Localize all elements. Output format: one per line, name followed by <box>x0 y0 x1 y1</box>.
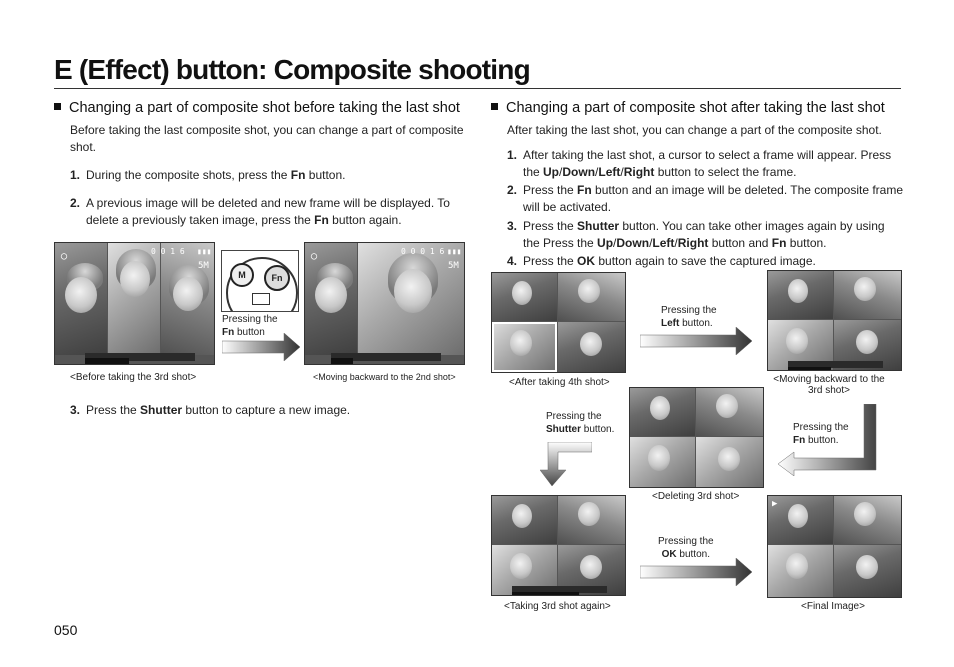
step-text: button and an image will be deleted. The composite frame <box>591 183 903 197</box>
step-number: 2. <box>507 183 518 197</box>
left-key-label: Left <box>598 165 621 179</box>
fn-button-icon: Fn <box>264 265 290 291</box>
camera-buttons-graphic <box>221 250 299 312</box>
screen-moving-back-3rd-shot <box>767 270 902 371</box>
caption-moving-2nd-shot: <Moving backward to the 2nd shot> <box>313 372 456 382</box>
label-text: button. <box>581 424 615 435</box>
ok-key-label: OK <box>577 254 596 268</box>
frame-progress-bar <box>512 586 607 593</box>
step-text: button to capture a new image. <box>182 403 351 417</box>
separator: / <box>620 165 624 179</box>
right-key-label: Right <box>677 236 709 250</box>
frame-progress-bar <box>331 353 441 361</box>
left-step-3 <box>70 402 350 419</box>
live-view-photo <box>358 243 464 355</box>
ok-key-label: OK <box>661 549 677 560</box>
step-text: the Press the <box>523 236 598 250</box>
left-section-heading <box>54 100 460 116</box>
step-text: button to select the frame. <box>654 165 797 179</box>
frame-photo-2 <box>108 243 160 355</box>
caption-line: 3rd shot> <box>808 385 850 396</box>
left-step-1 <box>70 167 345 184</box>
caption-deleting-3rd-shot: <Deleting 3rd shot> <box>652 491 740 502</box>
battery-icon: ▮▮▮ <box>197 247 212 256</box>
playback-icon: ▶ <box>772 499 778 509</box>
frame-cursor <box>492 322 557 372</box>
step-text: button again to save the captured image. <box>595 254 816 268</box>
image-size-badge: 5M <box>448 261 459 271</box>
label-text: Pressing the <box>661 305 717 316</box>
step-text: button. <box>786 236 827 250</box>
left-key-label: Left <box>652 236 675 250</box>
label-text: Pressing the <box>546 411 602 422</box>
step-text: will be activated. <box>523 200 612 214</box>
up-key-label: Up <box>597 236 614 250</box>
left-intro <box>70 122 470 156</box>
step-text: button again. <box>328 213 402 227</box>
fn-key-label: Fn <box>290 168 306 182</box>
step-text: During the composite shots, press the <box>86 168 291 182</box>
step-number: 3. <box>70 403 81 417</box>
caption-taking-3rd-again: <Taking 3rd shot again> <box>504 601 611 612</box>
step-text: button and <box>708 236 772 250</box>
shot-counter: 0 0 1 6 <box>151 247 185 256</box>
right-intro: After taking the last shot, you can change a part of the composite shot. <box>507 123 882 137</box>
title-divider <box>54 88 901 89</box>
image-size-badge: 5M <box>198 261 209 271</box>
press-fn-label-2 <box>793 421 849 447</box>
shot-counter: 0 0 0 1 6 <box>401 247 445 256</box>
label-text: button. <box>805 435 839 446</box>
fn-key-label: Fn <box>314 213 329 227</box>
step-text: Press the <box>523 254 578 268</box>
frame-progress-bar <box>788 361 883 368</box>
right-step-1 <box>507 147 907 181</box>
page-title: E (Effect) button: Composite shooting <box>54 54 530 85</box>
bent-arrow-down-icon <box>540 442 592 486</box>
step-text: the <box>523 165 544 179</box>
square-bullet-icon <box>54 103 61 110</box>
down-key-label: Down <box>562 165 596 179</box>
step-text: A previous image will be deleted and new frame will be displayed. To <box>86 196 450 210</box>
separator: / <box>595 165 599 179</box>
press-shutter-label <box>546 410 614 436</box>
screen-after-4th-shot <box>491 272 626 373</box>
shutter-key-label: Shutter <box>577 219 620 233</box>
right-heading-text: Changing a part of composite shot after taking the last shot <box>506 100 885 116</box>
label-text: button. <box>679 318 713 329</box>
step-number: 1. <box>507 148 518 162</box>
step-text: After taking the last shot, a cursor to select a frame will appear. Press <box>523 148 892 162</box>
battery-icon: ▮▮▮ <box>447 247 462 256</box>
caption-before-3rd-shot: <Before taking the 3rd shot> <box>70 372 197 383</box>
step-number: 2. <box>70 196 81 210</box>
screen-taking-3rd-again <box>491 495 626 596</box>
frame-progress-bar <box>85 353 195 361</box>
camera-mode-icon: ◯ <box>311 251 318 262</box>
separator: / <box>613 236 617 250</box>
right-arrow-icon <box>640 327 752 355</box>
camera-mode-icon: ◯ <box>61 251 68 262</box>
fn-key-label: Fn <box>771 236 787 250</box>
caption-final-image: <Final Image> <box>801 601 865 612</box>
right-step-3 <box>507 218 907 252</box>
step-text: delete a previously taken image, press the <box>86 213 315 227</box>
right-step-4 <box>507 253 816 270</box>
step-text: button. <box>305 168 346 182</box>
mode-dial-icon: M <box>230 263 254 287</box>
right-arrow-icon <box>222 333 300 361</box>
up-key-label: Up <box>543 165 560 179</box>
label-text: button <box>234 327 265 338</box>
step-number: 1. <box>70 168 81 182</box>
fn-key-label: Fn <box>577 183 592 197</box>
step-number: 3. <box>507 219 518 233</box>
left-key-label: Left <box>661 318 680 329</box>
screen-before-3rd-shot <box>54 242 215 365</box>
left-intro-line2: shot. <box>70 140 97 154</box>
step-text: Press the <box>523 219 578 233</box>
right-step-2 <box>507 182 907 216</box>
step-text: button. You can take other images again by using <box>619 219 885 233</box>
fn-key-label: Fn <box>793 435 806 446</box>
caption-line: <Moving backward to the <box>773 374 885 385</box>
frame-photo-3 <box>161 243 214 355</box>
separator: / <box>674 236 678 250</box>
right-section-heading <box>491 100 885 116</box>
screen-moving-back-2nd-shot <box>304 242 465 365</box>
page-number: 050 <box>54 622 78 638</box>
shutter-key-label: Shutter <box>546 424 581 435</box>
left-intro-line1: Before taking the last composite shot, you can change a part of composite <box>70 123 464 137</box>
label-text: Pressing the <box>658 536 714 547</box>
caption-moving-3rd-shot <box>772 374 886 396</box>
down-key-label: Down <box>616 236 650 250</box>
display-button-icon <box>252 293 270 305</box>
step-number: 4. <box>507 254 518 268</box>
separator: / <box>559 165 563 179</box>
separator: / <box>649 236 653 250</box>
left-heading-text: Changing a part of composite shot before taking the last shot <box>69 100 460 116</box>
step-text: Press the <box>523 183 578 197</box>
screen-deleting-3rd-shot <box>629 387 764 488</box>
right-key-label: Right <box>623 165 655 179</box>
square-bullet-icon <box>491 103 498 110</box>
label-text: Pressing the <box>793 422 849 433</box>
right-arrow-icon <box>640 558 752 586</box>
fn-key-label: Fn <box>222 327 235 338</box>
label-text: Pressing the <box>222 314 278 325</box>
step-text: Press the <box>86 403 141 417</box>
label-text: button. <box>676 549 710 560</box>
screen-final-image <box>767 495 902 598</box>
shutter-key-label: Shutter <box>140 403 183 417</box>
caption-after-4th-shot: <After taking 4th shot> <box>509 377 610 388</box>
left-step-2 <box>70 195 460 229</box>
